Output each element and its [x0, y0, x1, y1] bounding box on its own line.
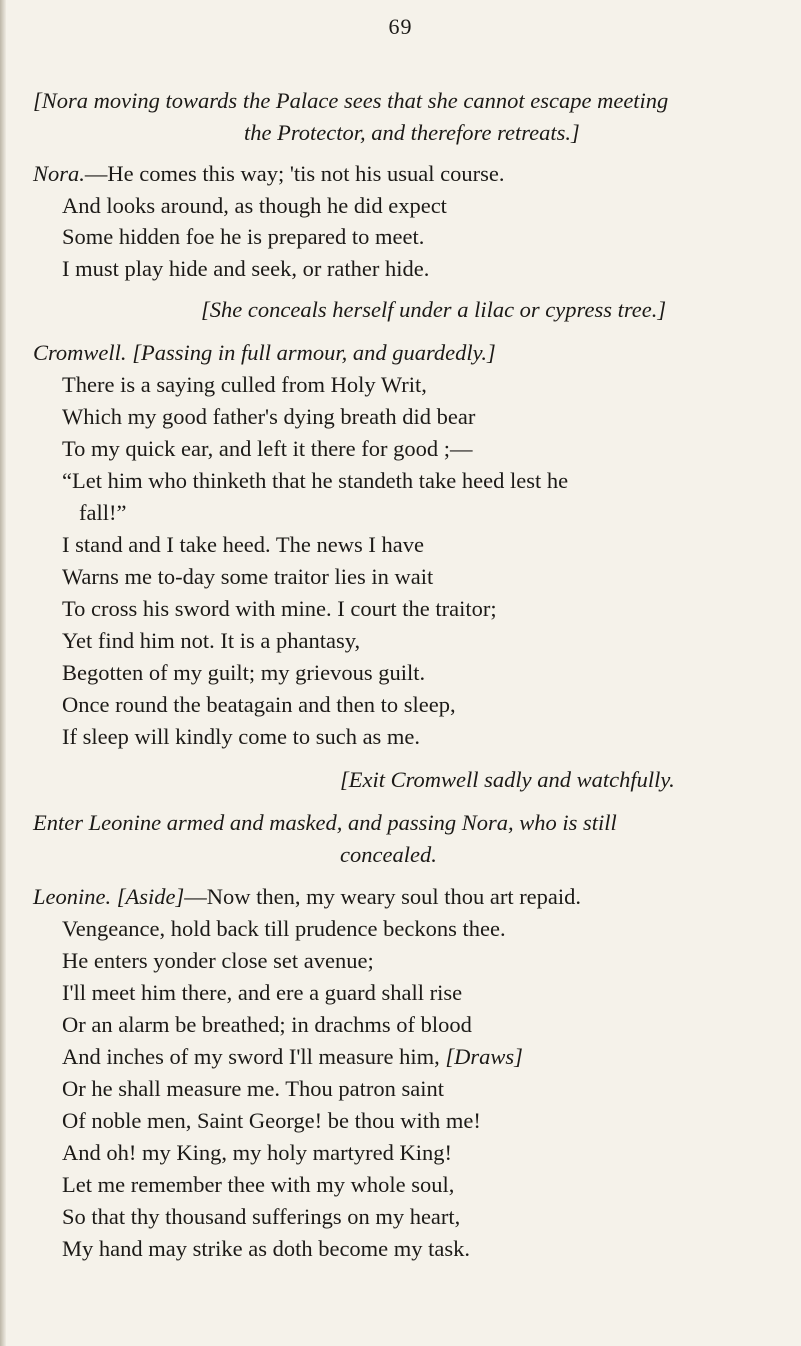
verse-line: I must play hide and seek, or rather hide. — [62, 256, 430, 281]
verse-line: And oh! my King, my holy martyred King! — [62, 1140, 452, 1165]
verse-line: Or he shall measure me. Thou patron saint — [62, 1076, 444, 1101]
verse-line: Begotten of my guilt; my grievous guilt. — [62, 660, 426, 685]
verse-line: I stand and I take heed. The news I have — [62, 532, 424, 557]
verse-line: I'll meet him there, and ere a guard shall rise — [62, 980, 463, 1005]
stage-direction: [Passing in full armour, and guardedly.] — [132, 340, 496, 365]
verse-line: Once round the beatagain and then to sleep, — [62, 692, 456, 717]
verse-line: Of noble men, Saint George! be thou with me! — [62, 1108, 481, 1133]
verse-line — [62, 1044, 523, 1070]
stage-direction-line: concealed. — [340, 842, 437, 867]
verse-line: Which my good father's dying breath did bear — [62, 404, 476, 429]
verse-line: If sleep will kindly come to such as me. — [62, 724, 421, 749]
page-edge — [0, 0, 6, 1346]
verse-line: To my quick ear, and left it there for good ;— — [62, 436, 473, 461]
verse-line: So that thy thousand sufferings on my heart, — [62, 1204, 461, 1229]
line-text: —Now then, my weary soul thou art repaid. — [184, 884, 582, 909]
stage-direction-line: the Protector, and therefore retreats.] — [244, 120, 580, 145]
stage-direction-line: [She conceals herself under a lilac or cypress tree.] — [201, 297, 667, 322]
page-number: 69 — [388, 14, 413, 39]
verse-line — [33, 161, 505, 187]
verse-line: There is a saying culled from Holy Writ, — [62, 372, 427, 397]
line-text: And inches of my sword I'll measure him, — [62, 1044, 440, 1069]
verse-line: And looks around, as though he did expect — [62, 193, 447, 218]
verse-line: To cross his sword with mine. I court the traitor; — [62, 596, 497, 621]
stage-direction: [Draws] — [445, 1044, 523, 1069]
verse-line — [33, 340, 496, 366]
stage-direction-line: [Exit Cromwell sadly and watchfully. — [340, 767, 675, 792]
verse-line: “Let him who thinketh that he standeth take heed lest he — [62, 468, 569, 493]
line-text: —He comes this way; 'tis not his usual course. — [84, 161, 505, 186]
verse-line: He enters yonder close set avenue; — [62, 948, 374, 973]
stage-direction-line: Enter Leonine armed and masked, and passing Nora, who is still — [33, 810, 617, 835]
verse-line: Let me remember thee with my whole soul, — [62, 1172, 455, 1197]
speaker-name: Cromwell. — [33, 340, 127, 365]
speaker-name: Leonine. — [33, 884, 112, 909]
speaker-name: Nora. — [33, 161, 85, 186]
verse-line: fall!” — [79, 500, 127, 525]
verse-line: My hand may strike as doth become my task. — [62, 1236, 471, 1261]
verse-line — [33, 884, 581, 910]
verse-line: Vengeance, hold back till prudence beckons thee. — [62, 916, 506, 941]
verse-line: Some hidden foe he is prepared to meet. — [62, 224, 425, 249]
verse-line: Or an alarm be breathed; in drachms of blood — [62, 1012, 472, 1037]
stage-direction-line: [Nora moving towards the Palace sees that she cannot escape meeting — [33, 88, 669, 113]
verse-line: Warns me to-day some traitor lies in wait — [62, 564, 434, 589]
verse-line: Yet find him not. It is a phantasy, — [62, 628, 361, 653]
stage-direction: [Aside] — [116, 884, 185, 909]
